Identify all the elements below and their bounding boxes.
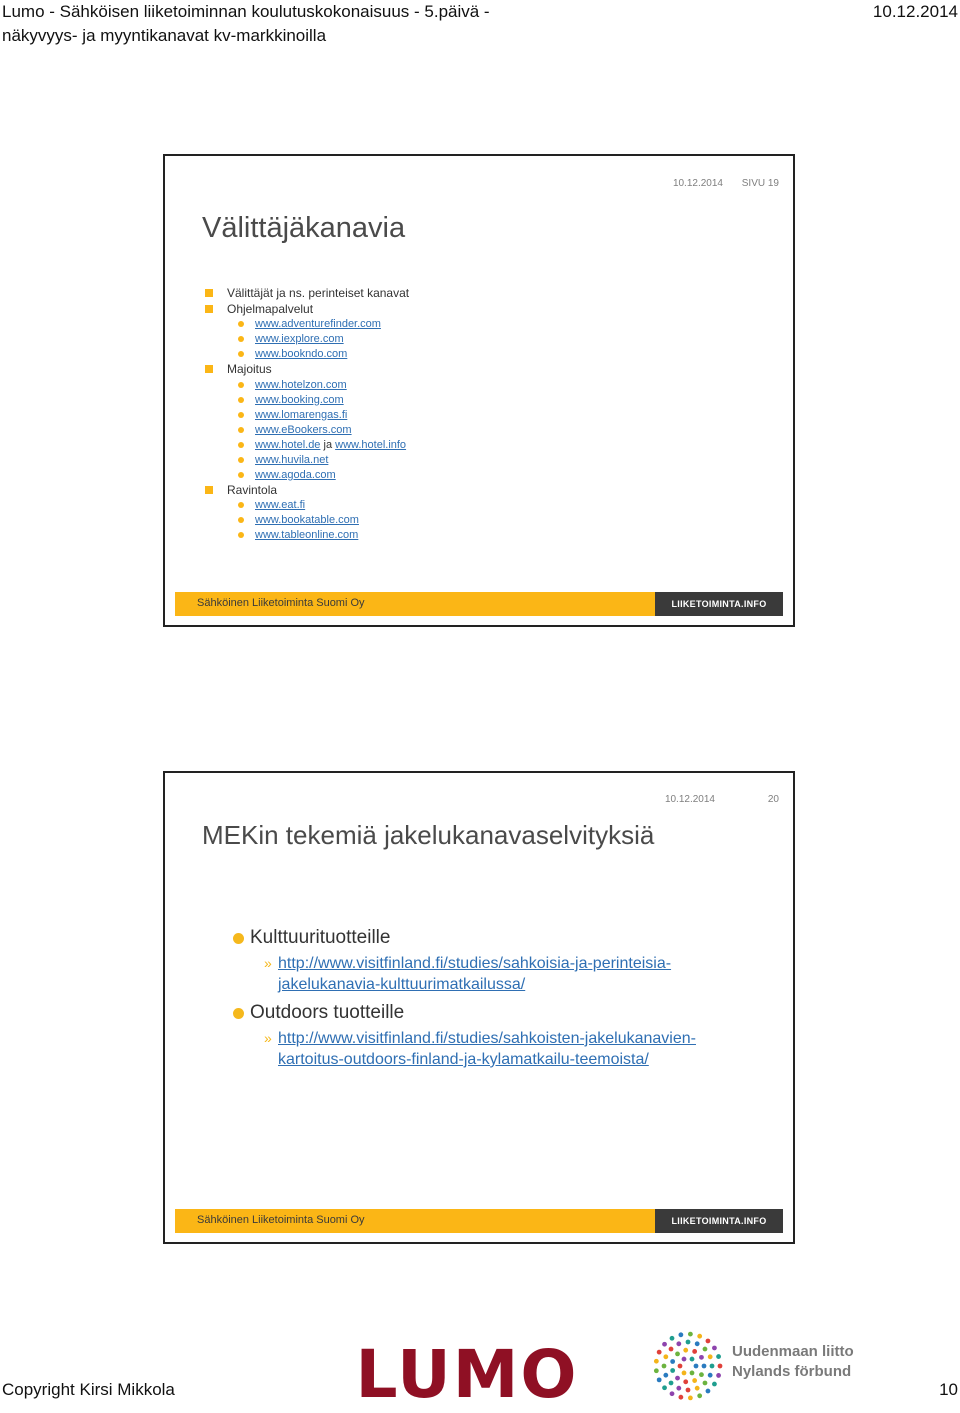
uusimaa-emblem-icon bbox=[652, 1330, 724, 1402]
list-subitem bbox=[205, 528, 409, 543]
list-subitem bbox=[205, 378, 409, 393]
bullet-icon bbox=[238, 382, 244, 388]
slide-date: 10.12.2014 bbox=[672, 178, 723, 189]
header-date: 10.12.2014 bbox=[872, 2, 958, 21]
list-subitem bbox=[205, 498, 409, 513]
bullet-icon bbox=[205, 365, 213, 373]
footer-company: Sähköinen Liiketoiminta Suomi Oy bbox=[197, 597, 365, 609]
site-link[interactable]: www.adventurefinder.com bbox=[255, 318, 381, 330]
slide-footer-bar bbox=[175, 592, 783, 616]
bullet-icon bbox=[238, 472, 244, 478]
liiketoiminta-logo: LIIKETOIMINTA.INFO bbox=[655, 1209, 783, 1233]
list-subitem bbox=[233, 1028, 718, 1070]
partner-logo-line2: Nylands förbund bbox=[732, 1363, 852, 1380]
bullet-icon bbox=[238, 351, 244, 357]
list-item-label: Ravintola bbox=[227, 482, 278, 497]
list-item bbox=[205, 302, 409, 318]
lumo-logo-text: LUMO bbox=[355, 1336, 579, 1413]
bullet-icon bbox=[238, 412, 244, 418]
site-link[interactable]: www.iexplore.com bbox=[255, 333, 344, 345]
partner-logo-line1: Uudenmaan liitto bbox=[732, 1343, 854, 1360]
bullet-icon bbox=[238, 321, 244, 327]
bullet-list bbox=[205, 286, 409, 543]
site-link[interactable]: www.agoda.com bbox=[255, 468, 336, 481]
copyright: Copyright Kirsi Mikkola bbox=[2, 1380, 175, 1399]
bullet-icon bbox=[238, 502, 244, 508]
slide-20 bbox=[163, 771, 795, 1244]
list-subitem bbox=[205, 332, 409, 347]
bullet-icon bbox=[238, 427, 244, 433]
bullet-icon bbox=[205, 289, 213, 297]
footer-company: Sähköinen Liiketoiminta Suomi Oy bbox=[197, 1214, 365, 1226]
bullet-icon bbox=[233, 933, 244, 944]
list-subitem bbox=[205, 317, 409, 332]
site-link[interactable]: www.eBookers.com bbox=[255, 423, 352, 436]
list-subitem bbox=[205, 513, 409, 528]
bullet-icon bbox=[238, 397, 244, 403]
list-item bbox=[205, 362, 409, 378]
bullet-icon bbox=[238, 442, 244, 448]
header-title-line2: näkyvyys- ja myyntikanavat kv-markkinoilla bbox=[2, 26, 327, 45]
slide-title: MEKin tekemiä jakelukanavaselvityksiä bbox=[202, 820, 655, 850]
uusimaa-logo bbox=[652, 1330, 867, 1402]
site-link[interactable]: www.hotel.de bbox=[255, 438, 321, 451]
chevron-right-icon: » bbox=[264, 955, 272, 971]
bullet-icon bbox=[205, 486, 213, 494]
site-link[interactable]: www.bookatable.com bbox=[255, 514, 359, 526]
site-link[interactable]: www.eat.fi bbox=[255, 499, 306, 511]
list-subitem bbox=[205, 408, 409, 423]
site-link[interactable]: www.huvila.net bbox=[255, 453, 329, 466]
liiketoiminta-logo: LIIKETOIMINTA.INFO bbox=[655, 592, 783, 616]
item-label: Kulttuurituotteille bbox=[250, 927, 391, 948]
slide-date: 10.12.2014 bbox=[664, 794, 715, 805]
list-subitem bbox=[205, 347, 409, 362]
list-item bbox=[233, 925, 718, 951]
page-number: 10 bbox=[939, 1380, 958, 1399]
lumo-logo bbox=[355, 1336, 579, 1413]
site-link[interactable]: www.booking.com bbox=[255, 393, 344, 406]
bullet-icon bbox=[205, 305, 213, 313]
list-item bbox=[205, 286, 409, 302]
joiner-text: ja bbox=[320, 438, 336, 451]
bullet-icon bbox=[238, 532, 244, 538]
list-subitem bbox=[205, 423, 409, 438]
list-item bbox=[205, 483, 409, 499]
site-link[interactable]: www.hotelzon.com bbox=[255, 378, 347, 391]
site-link[interactable]: www.hotel.info bbox=[335, 438, 407, 451]
site-link[interactable]: www.lomarengas.fi bbox=[255, 408, 348, 421]
header-title-line1: Lumo - Sähköisen liiketoiminnan koulutuskokonaisuus - 5.päivä - bbox=[2, 2, 490, 21]
list-subitem bbox=[205, 453, 409, 468]
study-link[interactable]: http://www.visitfinland.fi/studies/sahkoisia-ja-perinteisia-jakelukanavia-kulttuurimatkailussa/ bbox=[278, 955, 672, 993]
slide-page-number: 20 bbox=[767, 794, 779, 805]
list-item-label: Ohjelmapalvelut bbox=[227, 301, 314, 316]
bullet-icon bbox=[238, 517, 244, 523]
bullet-icon bbox=[238, 457, 244, 463]
slide-page-number: SIVU 19 bbox=[741, 178, 779, 189]
list-item-label: Majoitus bbox=[227, 362, 272, 376]
slide-footer-bar bbox=[175, 1209, 783, 1233]
chevron-right-icon: » bbox=[264, 1030, 272, 1046]
bullet-icon bbox=[233, 1008, 244, 1019]
study-list bbox=[233, 925, 718, 1075]
site-link[interactable]: www.tableonline.com bbox=[255, 529, 359, 541]
list-subitem bbox=[205, 468, 409, 483]
slide-title: Välittäjäkanavia bbox=[202, 212, 406, 244]
list-subitem bbox=[205, 438, 409, 453]
slide-19 bbox=[163, 154, 795, 627]
list-subitem bbox=[233, 953, 718, 995]
list-subitem bbox=[205, 393, 409, 408]
site-link[interactable]: www.bookndo.com bbox=[255, 348, 348, 360]
header-title bbox=[2, 0, 490, 48]
list-item-label: Välittäjät ja ns. perinteiset kanavat bbox=[227, 286, 410, 300]
list-item bbox=[233, 1000, 718, 1026]
study-link[interactable]: http://www.visitfinland.fi/studies/sahkoisten-jakelukanavien-kartoitus-outdoors-finland-ja-kylamatkailu-teemoista/ bbox=[278, 1030, 696, 1068]
bullet-icon bbox=[238, 336, 244, 342]
item-label: Outdoors tuotteille bbox=[250, 1002, 405, 1023]
